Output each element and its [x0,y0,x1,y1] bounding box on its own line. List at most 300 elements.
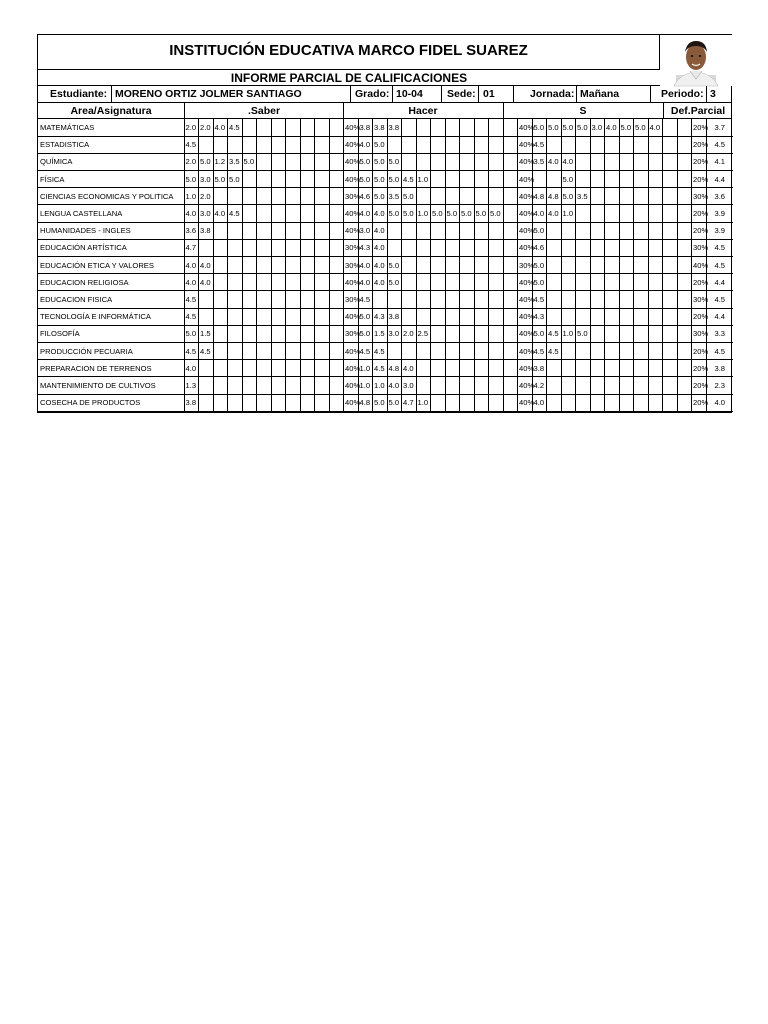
saber-percent-cell: 40% [344,136,359,153]
institution-title: INSTITUCIÓN EDUCATIVA MARCO FIDEL SUAREZ [38,35,660,69]
saber-grade-cell [286,239,301,256]
ser-grade-cell: 4.8 [547,188,562,205]
hacer-grade-cell [416,136,431,153]
saber-grade-cell [286,222,301,239]
ser-grade-cell [648,171,663,188]
ser-grade-cell [648,291,663,308]
hacer-percent-cell: 30% [518,257,533,274]
hacer-grade-cell: 4.0 [373,205,388,222]
ser-grade-cell [648,188,663,205]
hacer-grade-cell [460,257,475,274]
ser-grade-cell [590,274,605,291]
hacer-grade-cell [445,377,460,394]
saber-grade-cell [329,257,344,274]
saber-grade-cell [271,291,286,308]
ser-grade-cell: 5.0 [634,119,649,136]
saber-grade-cell [286,119,301,136]
hacer-grade-cell [416,188,431,205]
ser-grade-cell [663,171,678,188]
hacer-percent-cell: 40% [518,171,533,188]
hacer-grade-cell: 4.0 [358,257,373,274]
ser-grade-cell: 4.8 [532,188,547,205]
saber-grade-cell [315,136,330,153]
saber-grade-cell [315,205,330,222]
ser-grade-cell [561,257,576,274]
subject-cell: MATEMÁTICAS [38,119,184,136]
hacer-grade-cell: 5.0 [431,205,446,222]
ser-grade-cell [663,274,678,291]
period-value: 3 [710,88,716,100]
hacer-grade-cell: 4.5 [402,171,417,188]
saber-grade-cell: 4.5 [184,291,199,308]
saber-percent-cell: 30% [344,188,359,205]
ser-grade-cell [619,205,634,222]
ser-percent-cell: 20% [692,342,707,359]
final-grade-cell: 4.4 [706,171,733,188]
hacer-grade-cell: 5.0 [387,394,402,411]
saber-grade-cell: 4.0 [184,205,199,222]
saber-grade-cell [315,308,330,325]
saber-grade-cell: 4.5 [184,308,199,325]
hacer-grade-cell [402,291,417,308]
ser-grade-cell [677,136,692,153]
hacer-grade-cell [416,222,431,239]
hacer-grade-cell [489,377,504,394]
saber-grade-cell: 1.3 [184,377,199,394]
saber-grade-cell [300,205,315,222]
hacer-grade-cell [445,136,460,153]
student-name: MORENO ORTIZ JOLMER SANTIAGO [115,88,302,100]
hacer-grade-cell [460,274,475,291]
saber-grade-cell [315,119,330,136]
ser-grade-cell [576,377,591,394]
hacer-grade-cell: 3.8 [358,119,373,136]
saber-grade-cell [242,360,257,377]
saber-grade-cell [315,257,330,274]
saber-grade-cell [315,188,330,205]
hacer-grade-cell [503,308,518,325]
ser-grade-cell [677,188,692,205]
hacer-grade-cell [402,239,417,256]
ser-grade-cell: 4.0 [605,119,620,136]
ser-grade-cell [677,171,692,188]
hacer-grade-cell: 1.0 [416,171,431,188]
col-ser: S [579,105,587,117]
saber-grade-cell [199,394,214,411]
ser-grade-cell [590,342,605,359]
ser-grade-cell: 5.0 [561,171,576,188]
header-top [38,35,731,70]
ser-grade-cell [561,360,576,377]
final-grade-cell: 4.0 [706,394,733,411]
saber-grade-cell [242,325,257,342]
saber-grade-cell [242,171,257,188]
saber-grade-cell [199,377,214,394]
hacer-grade-cell [445,342,460,359]
saber-grade-cell [300,153,315,170]
hacer-grade-cell [460,308,475,325]
saber-grade-cell [300,239,315,256]
saber-grade-cell [315,325,330,342]
ser-grade-cell [605,257,620,274]
ser-grade-cell [619,136,634,153]
ser-grade-cell [648,308,663,325]
hacer-grade-cell [445,325,460,342]
ser-grade-cell: 5.0 [532,257,547,274]
ser-grade-cell [605,222,620,239]
ser-grade-cell [677,257,692,274]
ser-grade-cell [590,153,605,170]
hacer-grade-cell [445,360,460,377]
ser-grade-cell [634,291,649,308]
hacer-grade-cell [474,222,489,239]
hacer-grade-cell [474,153,489,170]
hacer-percent-cell: 40% [518,136,533,153]
hacer-grade-cell: 4.3 [373,308,388,325]
saber-grade-cell [199,291,214,308]
ser-grade-cell [677,394,692,411]
hacer-grade-cell: 5.0 [358,171,373,188]
saber-grade-cell [315,153,330,170]
saber-grade-cell [329,119,344,136]
hacer-percent-cell: 40% [518,239,533,256]
saber-grade-cell [257,257,272,274]
table-row [38,360,733,377]
saber-grade-cell: 4.0 [199,257,214,274]
saber-grade-cell [300,274,315,291]
saber-grade-cell [300,119,315,136]
grade-value: 10-04 [396,88,423,100]
saber-grade-cell [271,394,286,411]
saber-grade-cell: 1.5 [199,325,214,342]
table-row [38,308,733,325]
hacer-percent-cell: 40% [518,291,533,308]
hacer-grade-cell [416,342,431,359]
saber-grade-cell [315,342,330,359]
ser-grade-cell [648,257,663,274]
ser-grade-cell: 3.8 [532,360,547,377]
ser-grade-cell [677,274,692,291]
ser-grade-cell [619,257,634,274]
subject-cell: TECNOLOGÍA E INFORMÁTICA [38,308,184,325]
ser-grade-cell [677,291,692,308]
hacer-percent-cell: 40% [518,153,533,170]
hacer-grade-cell [445,222,460,239]
hacer-grade-cell [460,394,475,411]
subject-cell: MANTENIMIENTO DE CULTIVOS [38,377,184,394]
saber-grade-cell [257,205,272,222]
saber-grade-cell: 4.5 [184,136,199,153]
ser-grade-cell [576,239,591,256]
hacer-grade-cell: 4.0 [402,360,417,377]
ser-grade-cell [634,153,649,170]
saber-grade-cell [242,394,257,411]
ser-grade-cell [648,205,663,222]
ser-grade-cell: 4.2 [532,377,547,394]
ser-grade-cell: 4.0 [532,205,547,222]
ser-percent-cell: 20% [692,308,707,325]
hacer-grade-cell [503,119,518,136]
saber-grade-cell [242,239,257,256]
ser-grade-cell [605,377,620,394]
saber-grade-cell [329,308,344,325]
hacer-grade-cell [373,291,388,308]
table-row [38,342,733,359]
saber-grade-cell [213,222,228,239]
hacer-grade-cell [416,291,431,308]
ser-grade-cell [619,342,634,359]
saber-grade-cell [286,136,301,153]
saber-grade-cell [228,308,243,325]
saber-grade-cell: 5.0 [184,171,199,188]
hacer-grade-cell [489,325,504,342]
saber-grade-cell [315,239,330,256]
hacer-percent-cell: 40% [518,342,533,359]
ser-percent-cell: 20% [692,274,707,291]
saber-grade-cell [271,136,286,153]
saber-grade-cell [329,325,344,342]
hacer-grade-cell: 4.8 [387,360,402,377]
ser-grade-cell [634,274,649,291]
hacer-grade-cell [402,136,417,153]
ser-grade-cell: 1.0 [561,205,576,222]
ser-grade-cell [634,222,649,239]
ser-grade-cell [619,239,634,256]
saber-grade-cell: 4.7 [184,239,199,256]
hacer-grade-cell [474,136,489,153]
subject-cell: HUMANIDADES - INGLES [38,222,184,239]
ser-grade-cell [561,394,576,411]
saber-grade-cell [271,171,286,188]
ser-grade-cell [576,394,591,411]
hacer-grade-cell [489,394,504,411]
final-grade-cell: 4.5 [706,342,733,359]
saber-grade-cell [228,257,243,274]
ser-grade-cell [561,274,576,291]
hacer-grade-cell [431,257,446,274]
hacer-grade-cell [416,153,431,170]
saber-grade-cell [300,360,315,377]
hacer-grade-cell [431,239,446,256]
ser-grade-cell: 5.0 [532,274,547,291]
saber-grade-cell [242,257,257,274]
subject-cell: PREPARACION DE TERRENOS [38,360,184,377]
saber-grade-cell [242,136,257,153]
ser-grade-cell [634,325,649,342]
ser-grade-cell [576,274,591,291]
saber-grade-cell: 5.0 [184,325,199,342]
saber-grade-cell [213,291,228,308]
hacer-grade-cell [431,291,446,308]
hacer-grade-cell [431,153,446,170]
saber-grade-cell: 2.0 [184,153,199,170]
hacer-grade-cell: 4.5 [358,291,373,308]
saber-grade-cell [271,308,286,325]
hacer-grade-cell: 1.0 [416,394,431,411]
hacer-grade-cell [489,188,504,205]
hacer-percent-cell: 40% [518,188,533,205]
ser-grade-cell [576,291,591,308]
hacer-grade-cell [445,119,460,136]
col-saber: .Saber [247,105,281,117]
saber-grade-cell [257,342,272,359]
saber-grade-cell: 4.0 [199,274,214,291]
saber-grade-cell [257,377,272,394]
hacer-grade-cell: 5.0 [358,153,373,170]
subject-cell: PRODUCCIÓN PECUARIA [38,342,184,359]
student-photo [660,35,733,86]
table-row [38,188,733,205]
hacer-grade-cell [503,377,518,394]
ser-grade-cell [561,342,576,359]
hacer-grade-cell [460,291,475,308]
hacer-grade-cell [445,257,460,274]
saber-grade-cell [329,171,344,188]
hacer-grade-cell [445,171,460,188]
saber-grade-cell [242,377,257,394]
saber-grade-cell: 4.5 [199,342,214,359]
ser-grade-cell [663,136,678,153]
hacer-grade-cell: 2.0 [402,325,417,342]
ser-grade-cell: 4.0 [648,119,663,136]
hacer-grade-cell [489,136,504,153]
hacer-grade-cell [431,188,446,205]
ser-grade-cell [547,394,562,411]
hacer-grade-cell [416,239,431,256]
saber-grade-cell [315,291,330,308]
saber-grade-cell: 5.0 [213,171,228,188]
ser-percent-cell: 20% [692,119,707,136]
ser-grade-cell: 4.0 [532,394,547,411]
hacer-grade-cell [431,136,446,153]
hacer-grade-cell [445,394,460,411]
saber-percent-cell: 30% [344,239,359,256]
ser-grade-cell [605,274,620,291]
ser-grade-cell [619,308,634,325]
saber-grade-cell: 5.0 [228,171,243,188]
saber-grade-cell [213,188,228,205]
hacer-grade-cell [416,360,431,377]
saber-percent-cell: 40% [344,222,359,239]
hacer-grade-cell [503,342,518,359]
ser-grade-cell [590,291,605,308]
hacer-grade-cell [503,153,518,170]
ser-grade-cell [576,136,591,153]
hacer-grade-cell: 4.5 [373,342,388,359]
student-photo-icon [660,35,733,86]
ser-grade-cell [619,360,634,377]
saber-grade-cell [242,222,257,239]
ser-grade-cell [619,394,634,411]
hacer-grade-cell [474,257,489,274]
ser-grade-cell [648,239,663,256]
saber-grade-cell: 1.0 [184,188,199,205]
hacer-grade-cell: 5.0 [489,205,504,222]
saber-grade-cell [300,394,315,411]
saber-grade-cell [271,274,286,291]
ser-grade-cell [648,377,663,394]
saber-grade-cell [213,377,228,394]
ser-grade-cell [677,342,692,359]
ser-grade-cell [605,342,620,359]
ser-grade-cell [576,360,591,377]
hacer-grade-cell [474,342,489,359]
ser-grade-cell [547,274,562,291]
saber-grade-cell [329,394,344,411]
saber-grade-cell [329,360,344,377]
hacer-grade-cell [474,188,489,205]
ser-grade-cell [663,188,678,205]
hacer-grade-cell: 5.0 [373,188,388,205]
saber-grade-cell: 3.8 [199,222,214,239]
saber-grade-cell [257,136,272,153]
saber-grade-cell [257,239,272,256]
ser-grade-cell [677,119,692,136]
hacer-grade-cell: 3.8 [387,119,402,136]
table-row [38,171,733,188]
saber-grade-cell [199,308,214,325]
ser-grade-cell: 5.0 [576,325,591,342]
ser-grade-cell: 5.0 [576,119,591,136]
saber-grade-cell [329,377,344,394]
hacer-grade-cell [460,325,475,342]
hacer-grade-cell [431,171,446,188]
saber-grade-cell [242,119,257,136]
hacer-grade-cell [460,377,475,394]
table-row [38,136,733,153]
hacer-grade-cell [431,119,446,136]
saber-grade-cell [286,342,301,359]
ser-grade-cell [547,171,562,188]
ser-grade-cell [648,136,663,153]
ser-grade-cell [576,222,591,239]
saber-grade-cell [271,188,286,205]
saber-grade-cell [213,308,228,325]
ser-grade-cell [590,394,605,411]
saber-grade-cell [329,239,344,256]
hacer-grade-cell [474,239,489,256]
ser-grade-cell [547,239,562,256]
saber-grade-cell [315,274,330,291]
hacer-grade-cell [431,325,446,342]
saber-grade-cell [286,188,301,205]
ser-grade-cell: 1.0 [561,325,576,342]
subject-cell: EDUCACIÓN ETICA Y VALORES [38,257,184,274]
report-sheet [37,34,732,413]
saber-percent-cell: 40% [344,205,359,222]
saber-grade-cell [228,188,243,205]
ser-grade-cell [590,257,605,274]
saber-grade-cell [271,342,286,359]
ser-grade-cell [576,308,591,325]
hacer-grade-cell [503,394,518,411]
saber-percent-cell: 40% [344,360,359,377]
ser-grade-cell [663,239,678,256]
hacer-grade-cell: 5.0 [373,394,388,411]
ser-grade-cell [677,222,692,239]
saber-grade-cell: 4.5 [228,205,243,222]
ser-grade-cell [590,222,605,239]
hacer-grade-cell [387,342,402,359]
ser-grade-cell: 4.5 [547,342,562,359]
ser-grade-cell: 3.5 [532,153,547,170]
subject-cell: CIENCIAS ECONOMICAS Y POLITICA [38,188,184,205]
saber-grade-cell [257,153,272,170]
saber-grade-cell [329,342,344,359]
ser-grade-cell [677,239,692,256]
ser-grade-cell [663,205,678,222]
ser-grade-cell [547,377,562,394]
